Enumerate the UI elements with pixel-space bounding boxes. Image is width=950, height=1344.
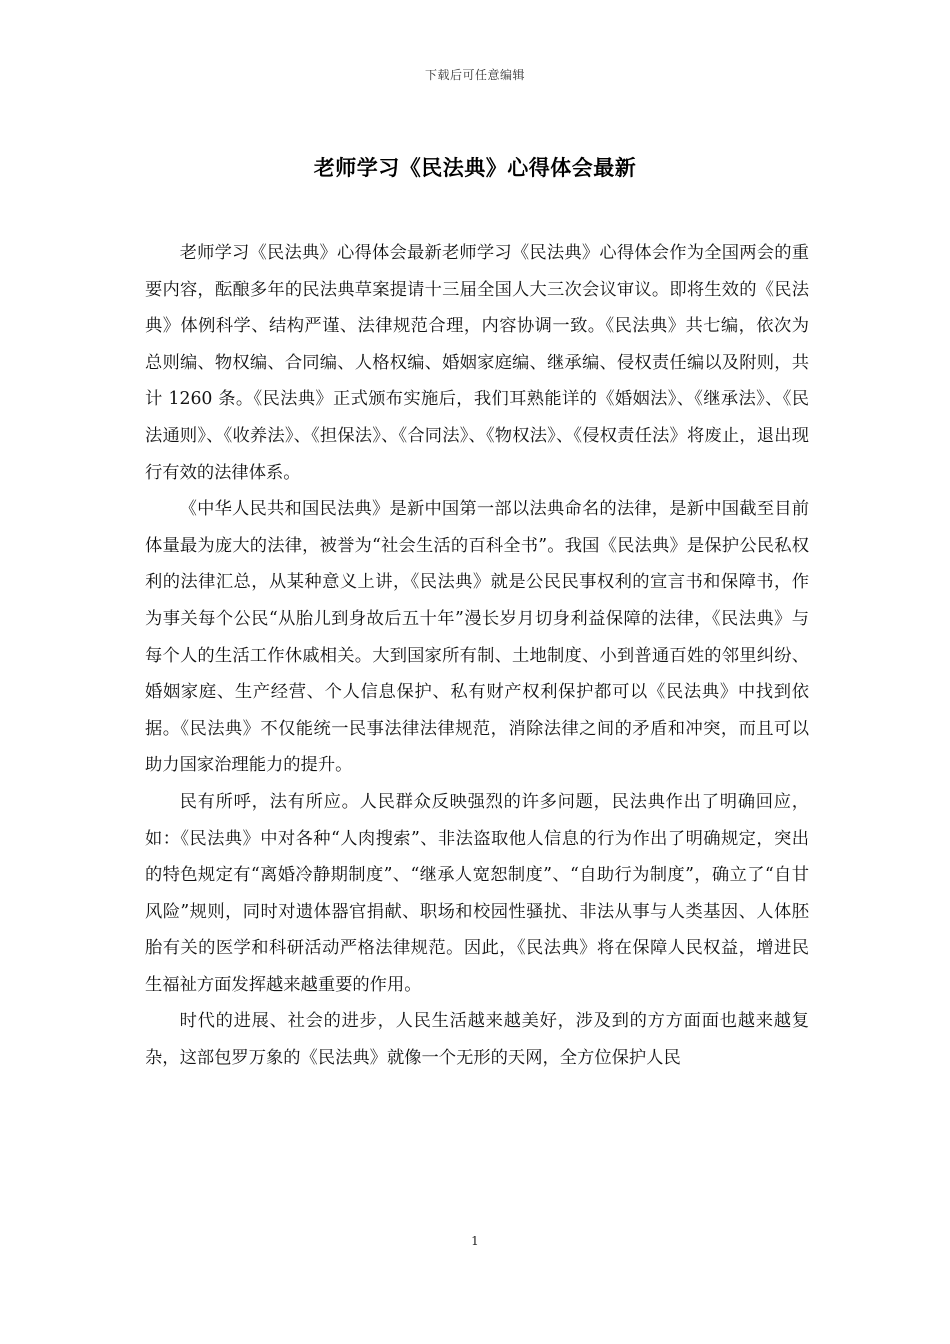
page-header-note: 下载后可任意编辑 [424, 68, 525, 82]
document-body [145, 235, 809, 1077]
paragraph-2: 《中华人民共和国民法典》是新中国第一部以法典命名的法律，是新中国截至目前体量最为庞大的法律，被誉为“社会生活的百科全书”。我国《民法典》是保护公民私权利的法律汇总，从某种意义上讲，《民法典》就是公民民事权利的宣言书和保障书，作为事关每个公民“从胎儿到身故后五十年”漫长岁月切身利益保障的法律，《民法典》与每个人的生活工作休戚相关。大到国家所有制、土地制度、小到普通百姓的邻里纠纷、婚姻家庭、生产经营、个人信息保护、私有财产权利保护都可以《民法典》中找到依据。《民法典》不仅能统一民事法律法律规范，消除法律之间的矛盾和冲突，而且可以助力国家治理能力的提升。 [145, 499, 809, 776]
document-title: 老师学习《民法典》心得体会最新 [313, 156, 637, 180]
paragraph-4: 时代的进展、社会的进步，人民生活越来越美好，涉及到的方方面面也越来越复杂，这部包罗万象的《民法典》就像一个无形的天网，全方位保护人民 [145, 1011, 809, 1069]
paragraph-1: 老师学习《民法典》心得体会最新老师学习《民法典》心得体会作为全国两会的重要内容，酝酿多年的民法典草案提请十三届全国人大三次会议审议。即将生效的《民法典》体例科学、结构严谨、法律规范合理，内容协调一致。《民法典》共七编，依次为总则编、物权编、合同编、人格权编、婚姻家庭编、继承编、侵权责任编以及附则，共计 1260 条。《民法典》正式颁布实施后，我们耳熟能详的《婚姻法》、《继承法》、《民法通则》、《收养法》、《担保法》、《合同法》、《物权法》、《侵权责任法》将废止，退出现行有效的法律体系。 [145, 243, 809, 483]
paragraph-3: 民有所呼，法有所应。人民群众反映强烈的许多问题，民法典作出了明确回应，如：《民法典》中对各种“人肉搜索”、非法盗取他人信息的行为作出了明确规定，突出的特色规定有“离婚冷静期制度”、“继承人宽恕制度”、“自助行为制度”，确立了“自甘风险”规则，同时对遗体器官捐献、职场和校园性骚扰、非法从事与人类基因、人体胚胎有关的医学和科研活动严格法律规范。因此，《民法典》将在保障人民权益，增进民生福祉方面发挥越来越重要的作用。 [145, 791, 809, 995]
page-number: 1 [471, 1234, 479, 1248]
